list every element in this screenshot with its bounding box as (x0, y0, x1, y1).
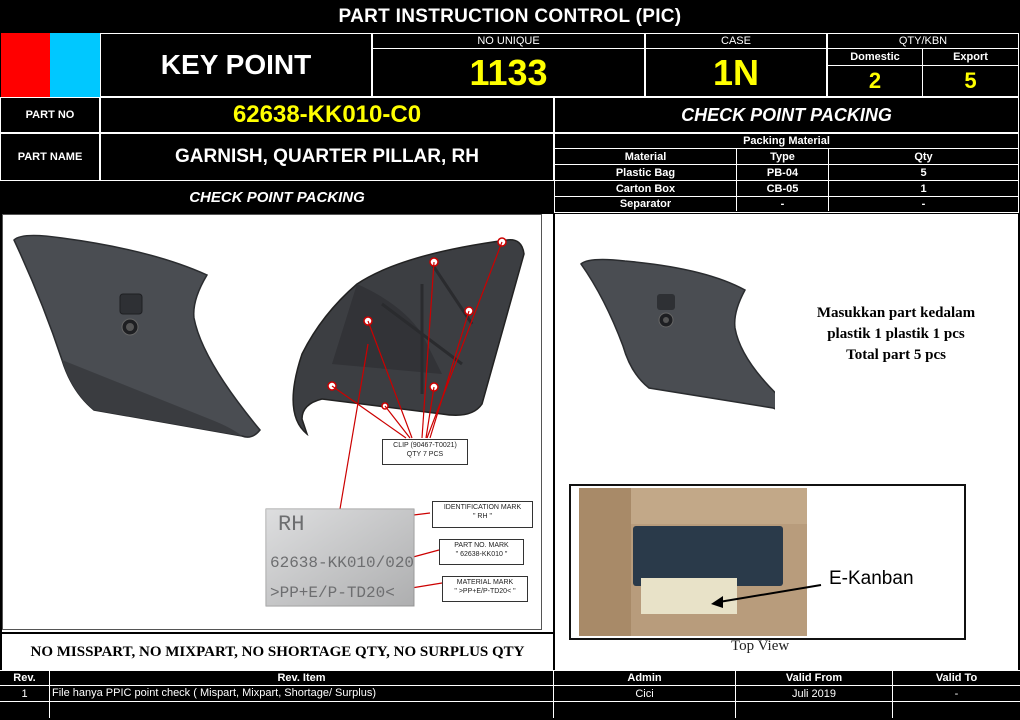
packing-cell-material: Carton Box (555, 181, 737, 196)
check-point-packing-right-title: CHECK POINT PACKING (554, 97, 1019, 133)
garnish-front-view (14, 235, 260, 437)
cyan-swatch (50, 33, 100, 97)
valid-from-cell: Juli 2019 (736, 686, 893, 701)
top-view-caption: Top View (731, 638, 790, 654)
material-mark-callout-line2: " >PP+E/P-TD20< " (454, 588, 516, 595)
part-no-mark-callout-line2: " 62638-KK010 " (455, 551, 508, 558)
part-name-value: GARNISH, QUARTER PILLAR, RH (100, 133, 554, 181)
part-no-value: 62638-KK010-C0 (100, 97, 554, 133)
garnish-single-view (575, 254, 775, 454)
packing-header-qty: Qty (914, 150, 933, 163)
no-unique-cell (372, 33, 645, 97)
valid-to-header: Valid To (935, 672, 978, 684)
rev-item-cell: File hanya PPIC point check ( Mispart, Mixpart, Shortage/ Surplus) (50, 686, 554, 701)
admin-header: Admin (554, 671, 736, 685)
packing-cell-qty: 1 (920, 182, 927, 195)
no-unique-label: NO UNIQUE (373, 34, 644, 49)
revision-row-empty (0, 702, 1020, 718)
identification-callout (432, 501, 533, 528)
empty-cell (893, 702, 1020, 718)
case-value: 1N (712, 51, 760, 93)
export-label: Export (923, 49, 1018, 66)
packing-cell-qty: 5 (920, 166, 927, 179)
check-point-packing-left-title: CHECK POINT PACKING (0, 181, 554, 213)
carton-flap-top (631, 488, 807, 524)
garnish-back-view (293, 240, 524, 434)
packing-row (555, 181, 1018, 197)
part-name-label: PART NAME (0, 133, 100, 181)
instruction-line3: Total part 5 pcs (846, 346, 946, 363)
part-no-label: PART NO (0, 97, 100, 133)
left-figure-panel (2, 214, 553, 632)
instruction-line1: Masukkan part kedalam (816, 304, 976, 321)
revision-table (0, 670, 1020, 720)
clip-callout (382, 439, 468, 465)
material-mark-callout-line1: MATERIAL MARK (456, 579, 514, 586)
e-kanban-label: E-Kanban (829, 568, 914, 589)
key-point-label: KEY POINT (100, 33, 372, 97)
clip-callout-line2: QTY 7 PCS (406, 451, 444, 458)
carton-flap-left (579, 488, 631, 636)
identification-callout-line2: " RH " (473, 513, 492, 520)
stamp-material-text: >PP+E/P-TD20< (270, 584, 395, 602)
clip-callout-line1: CLIP (90467-T0021) (393, 442, 457, 449)
packing-material-table (554, 133, 1019, 213)
empty-cell (0, 702, 50, 718)
packing-header-material: Material (555, 149, 737, 164)
packing-cell-material: Separator (555, 197, 737, 211)
revision-row (0, 686, 1020, 702)
instruction-line2: plastik 1 plastik 1 pcs (827, 325, 965, 342)
no-unique-value: 1133 (469, 51, 548, 93)
identification-callout-line1: IDENTIFICATION MARK (443, 504, 522, 511)
e-kanban-arrow (701, 580, 831, 620)
packing-row (555, 165, 1018, 181)
domestic-label: Domestic (828, 49, 922, 66)
packing-cell-type: CB-05 (737, 181, 829, 196)
export-value: 5 (964, 67, 977, 93)
box-photo (569, 484, 966, 640)
domestic-value: 2 (868, 67, 882, 93)
packing-row (555, 197, 1018, 211)
part-no-mark-callout (439, 539, 524, 565)
empty-cell (50, 702, 554, 718)
valid-from-header: Valid From (736, 671, 893, 685)
packing-cell-material: Plastic Bag (555, 165, 737, 180)
rev-cell: 1 (0, 686, 50, 701)
warning-banner: NO MISSPART, NO MIXPART, NO SHORTAGE QTY, NO SURPLUS QTY (2, 632, 553, 670)
material-mark-callout (442, 576, 528, 602)
instruction-text (780, 300, 1012, 368)
empty-cell (554, 702, 736, 718)
case-cell (645, 33, 827, 97)
packing-cell-type: - (737, 197, 829, 211)
empty-cell (736, 702, 893, 718)
rev-header: Rev. (0, 671, 50, 685)
page-title: PART INSTRUCTION CONTROL (PIC) (0, 0, 1020, 33)
stamp-rh-text: RH (278, 512, 305, 537)
admin-cell: Cici (554, 686, 736, 701)
packing-material-title: Packing Material (555, 134, 1018, 149)
valid-to-cell: - (954, 687, 959, 700)
red-swatch (1, 33, 50, 97)
packing-header-type: Type (737, 149, 829, 164)
right-figure-panel (555, 214, 1018, 670)
part-no-mark-callout-line1: PART NO. MARK (454, 542, 509, 549)
carton-contents (633, 526, 783, 586)
stamp-partno-text: 62638-KK010/020 (270, 554, 415, 572)
qty-kbn-label: QTY/KBN (828, 34, 1018, 49)
packing-cell-type: PB-04 (737, 165, 829, 180)
rev-item-header: Rev. Item (50, 671, 554, 685)
qty-kbn-cell (827, 33, 1019, 97)
case-label: CASE (646, 34, 826, 49)
packing-cell-qty: - (921, 198, 926, 210)
